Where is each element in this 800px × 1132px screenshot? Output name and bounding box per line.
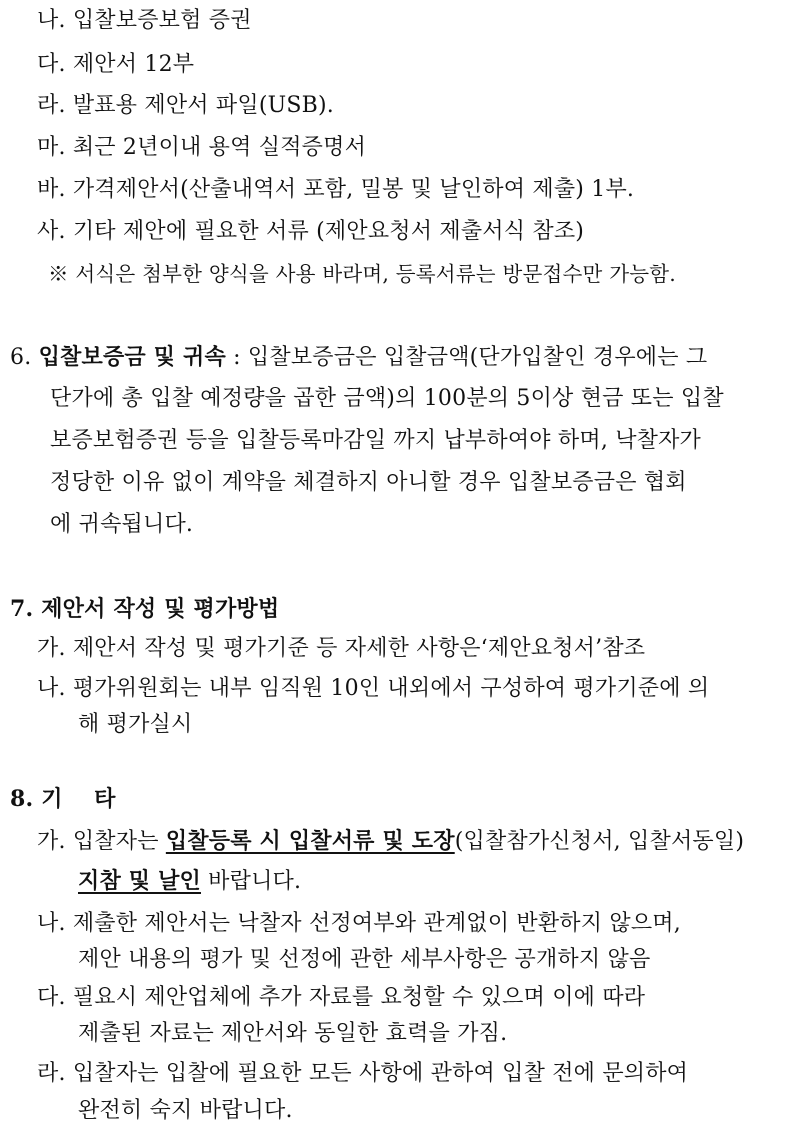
- list-item-continuation: [78, 866, 301, 897]
- list-item: 다. 필요시 제안업체에 추가 자료를 요청할 수 있으며 이에 따라: [37, 985, 646, 1010]
- list-item: 다. 제안서 12부: [37, 52, 195, 77]
- paragraph-line: 에 귀속됩니다.: [50, 512, 194, 537]
- paragraph-line: 보증보험증권 등을 입찰등록마감일 까지 납부하여야 하며, 낙찰자가: [50, 428, 702, 453]
- list-item: 가. 제안서 작성 및 평가기준 등 자세한 사항은‘제안요청서’참조: [37, 636, 646, 661]
- list-item-continuation: 제안 내용의 평가 및 선정에 관한 세부사항은 공개하지 않음: [78, 947, 651, 972]
- section-title: 입찰보증금 및 귀속: [38, 344, 226, 370]
- list-item: 라. 발표용 제안서 파일(USB).: [37, 93, 334, 118]
- section-heading: 7. 제안서 작성 및 평가방법: [10, 596, 280, 622]
- paragraph-line: : 입찰보증금은 입찰금액(단가입찰인 경우에는 그: [225, 345, 708, 370]
- list-item: 마. 최근 2년이내 용역 실적증명서: [37, 135, 367, 160]
- list-item: 나. 평가위원회는 내부 임직원 10인 내외에서 구성하여 평가기준에 의: [37, 676, 710, 701]
- underlined-emphasis: 지참 및 날인: [78, 868, 201, 894]
- note-text: ※ 서식은 첨부한 양식을 사용 바라며, 등록서류는 방문접수만 가능함.: [48, 262, 676, 286]
- list-item-continuation: 제출된 자료는 제안서와 동일한 효력을 가짐.: [78, 1021, 508, 1046]
- list-item-continuation: 해 평가실시: [78, 712, 193, 737]
- list-item-continuation: 완전히 숙지 바랍니다.: [78, 1098, 293, 1123]
- list-item: 나. 제출한 제안서는 낙찰자 선정여부와 관계없이 반환하지 않으며,: [37, 911, 681, 936]
- list-item: 사. 기타 제안에 필요한 서류 (제안요청서 제출서식 참조): [37, 219, 585, 244]
- list-item: [37, 826, 744, 857]
- section-heading: 8. 기 타: [10, 786, 116, 812]
- section-number: 6.: [10, 345, 32, 370]
- paragraph-line: 정당한 이유 없이 계약을 체결하지 아니할 경우 입찰보증금은 협회: [50, 470, 687, 495]
- underlined-emphasis: 입찰등록 시 입찰서류 및 도장: [165, 828, 455, 854]
- list-item: 라. 입찰자는 입찰에 필요한 모든 사항에 관하여 입찰 전에 문의하여: [37, 1061, 689, 1086]
- section-6-first-line: [10, 342, 707, 373]
- paragraph-line: 단가에 총 입찰 예정량을 곱한 금액)의 100분의 5이상 현금 또는 입찰: [50, 386, 724, 411]
- item-prefix: 가. 입찰자는: [37, 829, 166, 854]
- list-item: 나. 입찰보증보험 증권: [37, 8, 252, 33]
- item-text: 바랍니다.: [200, 869, 302, 894]
- item-text: (입찰참가신청서, 입찰서동일): [454, 829, 745, 854]
- list-item: 바. 가격제안서(산출내역서 포함, 밀봉 및 날인하여 제출) 1부.: [37, 177, 635, 202]
